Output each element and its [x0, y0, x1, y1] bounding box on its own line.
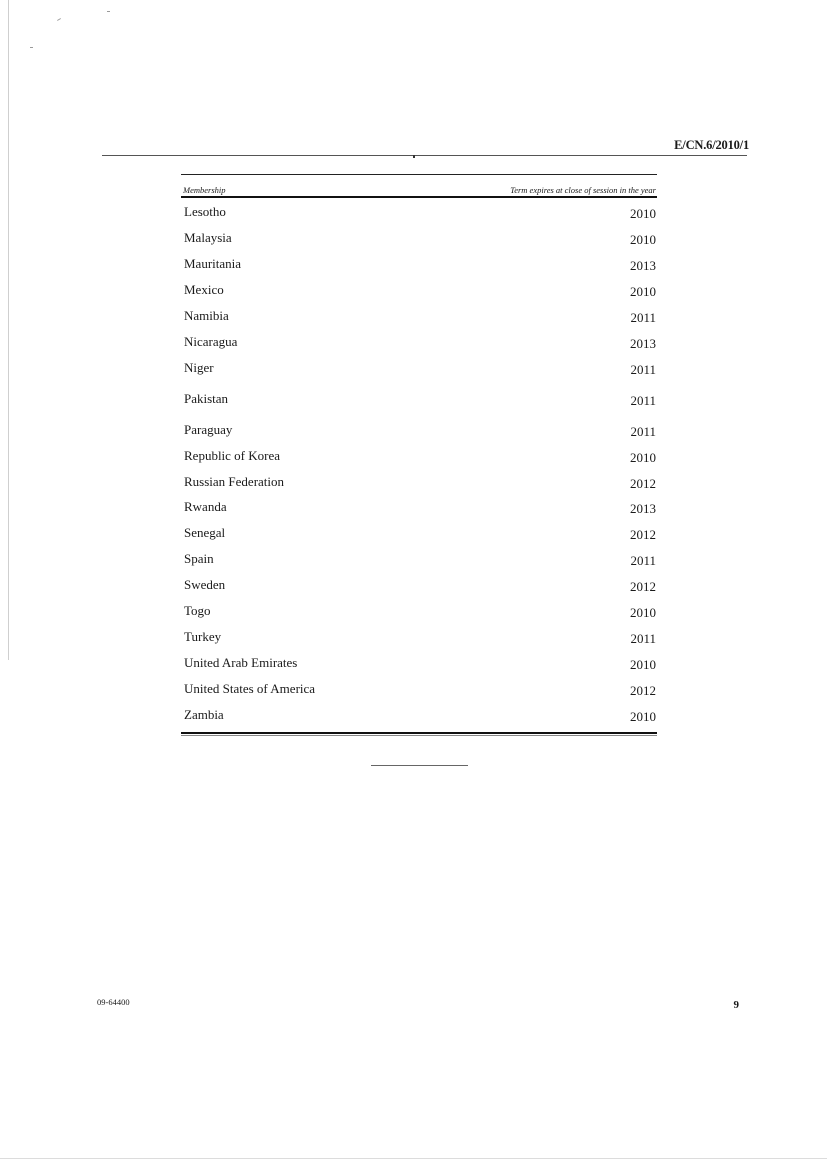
country-name: Niger [184, 360, 214, 375]
scan-speck [30, 47, 33, 48]
scan-speck [57, 18, 61, 21]
country-name: Rwanda [184, 499, 227, 514]
table-row [181, 308, 657, 328]
country-name: Republic of Korea [184, 448, 281, 463]
scan-edge-bottom [0, 1158, 827, 1159]
table-body [181, 198, 657, 732]
job-number: 09-64400 [97, 997, 130, 1007]
term-year: 2011 [630, 553, 656, 568]
term-year: 2011 [630, 310, 656, 325]
term-year: 2010 [630, 206, 656, 221]
term-year: 2010 [630, 709, 656, 724]
term-year: 2012 [630, 527, 656, 542]
term-year: 2010 [630, 450, 656, 465]
column-header-term-expires: Term expires at close of session in the year [510, 185, 656, 195]
term-year: 2013 [630, 501, 656, 516]
country-name: Senegal [184, 525, 226, 540]
table-header-row [181, 175, 657, 195]
table-row [181, 681, 657, 701]
table-row [181, 256, 657, 276]
term-year: 2010 [630, 657, 656, 672]
table-row [181, 204, 657, 224]
header-rule-mark [413, 155, 415, 158]
country-name: Russian Federation [184, 474, 285, 489]
country-name: Turkey [184, 629, 222, 644]
table-row [181, 391, 657, 411]
scan-speck [107, 11, 110, 12]
table-row [181, 334, 657, 354]
term-year: 2010 [630, 232, 656, 247]
table-row [181, 422, 657, 442]
country-name: Spain [184, 551, 214, 566]
table-row [181, 577, 657, 597]
country-name: Namibia [184, 308, 229, 323]
term-year: 2012 [630, 579, 656, 594]
term-year: 2011 [630, 362, 656, 377]
country-name: Paraguay [184, 422, 233, 437]
table-row [181, 629, 657, 649]
country-name: Pakistan [184, 391, 229, 406]
term-year: 2013 [630, 258, 656, 273]
term-year: 2010 [630, 605, 656, 620]
country-name: United Arab Emirates [184, 655, 298, 670]
country-name: Sweden [184, 577, 226, 592]
page-number: 9 [733, 999, 739, 1011]
column-header-membership: Membership [183, 185, 226, 195]
table-row [181, 525, 657, 545]
country-name: Zambia [184, 707, 224, 722]
term-year: 2013 [630, 336, 656, 351]
country-name: United States of America [184, 681, 316, 696]
term-year: 2011 [630, 631, 656, 646]
scan-edge-left [8, 0, 9, 660]
table-row [181, 230, 657, 250]
term-year: 2011 [630, 424, 656, 439]
country-name: Malaysia [184, 230, 232, 245]
term-year: 2012 [630, 683, 656, 698]
country-name: Nicaragua [184, 334, 238, 349]
table-row [181, 707, 657, 727]
country-name: Togo [184, 603, 211, 618]
term-year: 2011 [630, 393, 656, 408]
end-of-document-rule [371, 765, 468, 766]
country-name: Lesotho [184, 204, 226, 219]
membership-table [181, 174, 657, 736]
table-row [181, 474, 657, 494]
table-bottom-rule [181, 732, 657, 734]
header-rule [102, 155, 747, 156]
table-bottom-rule-thin [181, 735, 657, 736]
country-name: Mexico [184, 282, 224, 297]
table-row [181, 360, 657, 380]
table-row [181, 499, 657, 519]
table-row [181, 551, 657, 571]
table-row [181, 448, 657, 468]
country-name: Mauritania [184, 256, 242, 271]
table-row [181, 603, 657, 623]
document-symbol: E/CN.6/2010/1 [674, 138, 749, 152]
table-row [181, 655, 657, 675]
term-year: 2010 [630, 284, 656, 299]
table-row [181, 282, 657, 302]
term-year: 2012 [630, 476, 656, 491]
